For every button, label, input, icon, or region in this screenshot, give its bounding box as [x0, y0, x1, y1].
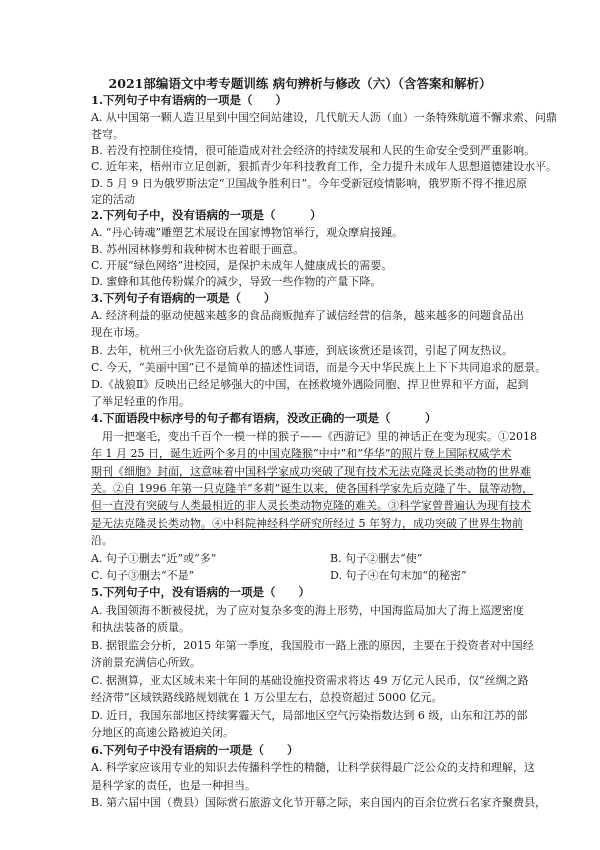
- question-3-option-a: A. 经济利益的驱动使越来越多的食品商贩抛弃了诚信经营的信条，越来越多的问题食品出: [91, 309, 524, 322]
- question-3-option-a-cont: 现在市场。: [91, 326, 146, 339]
- question-4-passage-line: 关。②自 1996 年第一只克隆羊“多莉”诞生以来，使各国科学家先后克隆了牛、鼠等动物，: [91, 482, 534, 495]
- question-5-option-c: C. 据测算，亚太区域未来十年间的基础设施投资需求将达 49 万亿元人民币，仅“丝绸之路: [91, 674, 529, 687]
- question-3-option-c: C. 今天，“美丽中国”已不是简单的描述性词语，而是今天中华民族上上下下共同追求的愿景。: [91, 361, 547, 374]
- question-1-option-b: B. 若没有控制住疫情，很可能造成对社会经济的持续发展和人民的生命安全受到严重影响。: [91, 144, 536, 157]
- question-5-option-b: B. 据银监会分析，2015 年第一季度，我国股市一路上涨的原因，主要在于投资者对中国经: [91, 639, 534, 652]
- question-1-option-d: D. 5 月 9 日为俄罗斯法定“卫国战争胜利日”。今年受新冠疫情影响，俄罗斯不得不推迟原: [91, 177, 528, 190]
- question-3-stem: 3.下列句子有语病的一项是（ ）: [91, 291, 276, 305]
- question-2-option-c: C. 开展“绿色网络”进校园，是保护未成年人健康成长的需要。: [91, 259, 393, 272]
- page-title: 2021部编语文中考专题训练 病句辨析与修改（六）（含答案和解析）: [108, 76, 492, 91]
- question-3-option-d-cont: 了举足轻重的作用。: [91, 395, 190, 408]
- question-6-option-a-cont: 是科学家的责任，也是一种担当。: [91, 779, 256, 792]
- question-1-option-d-cont: 定的活动: [91, 193, 135, 206]
- question-2-option-b: B. 苏州园林修剪和栽种树木也着眼于画意。: [91, 243, 305, 256]
- question-5-option-c-cont: 经济带”区域铁路线路规划就在 1 万公里左右，总投资超过 5000 亿元。: [91, 691, 443, 704]
- question-4-option-b: B. 句子②删去“使”: [330, 552, 423, 565]
- question-4-passage-line: 沿。: [91, 534, 113, 547]
- question-1-option-a: A. 从中国第一颗人造卫星到中国空间站建设，几代航天人沥（血）一条特殊航道不懈求索、问鼎: [91, 111, 557, 124]
- question-5-option-a-cont: 和执法装备的质量。: [91, 621, 190, 634]
- question-2-option-a: A. “丹心铸魂”雕塑艺术展设在国家博物馆举行，观众摩肩接踵。: [91, 226, 404, 239]
- question-4-passage-line: 用一把毫毛，变出千百个一模一样的猴子——《西游记》里的神话正在变为现实。①2018: [102, 430, 537, 443]
- question-3-option-d: D.《战狼Ⅱ》反映出已经足够强大的中国，在拯救境外遇险同胞、捍卫世界和平方面，起到: [91, 378, 529, 391]
- question-5-option-b-cont: 济前景充满信心所致。: [91, 656, 201, 669]
- question-1-option-c: C. 近年来，梧州市立足创新，狠抓青少年科技教育工作，全力提升未成年人思想道德建设水平。: [91, 160, 558, 173]
- question-5-option-d: D. 近日，我国东部地区持续雾霾天气，局部地区空气污染指数达到 6 级，山东和江苏的部: [91, 709, 528, 722]
- question-6-option-b: B. 第六届中国（费县）国际赏石旅游文化节开幕之际，来自国内的百余位赏石名家齐聚费县，: [91, 796, 547, 809]
- question-1-stem: 1.下列句子中有语病的一项是（ ）: [91, 93, 288, 107]
- question-5-stem: 5.下列句子中，没有语病的一项是（ ）: [91, 585, 311, 599]
- question-4-passage-line: 期刊《细胞》封面，这意味着中国科学家成功突破了现有技术无法克隆灵长类动物的世界难: [91, 465, 531, 478]
- question-6-option-a: A. 科学家应该用专业的知识去传播科学性的精髓，让科学获得最广泛公众的支持和理解，这: [91, 761, 535, 774]
- question-5-option-d-cont: 分地区的高速公路被迫关闭。: [91, 726, 234, 739]
- question-5-option-a: A. 我国领海不断被侵扰，为了应对复杂多变的海上形势，中国海监局加大了海上巡逻密度: [91, 604, 524, 617]
- question-2-option-d: D. 蜜蜂和其他传粉媒介的减少，导致一些作物的产量下降。: [91, 275, 382, 288]
- question-4-passage-line: 但一直没有突破与人类最相近的非人灵长类动物克隆的难关。③科学家曾普遍认为现有技术: [91, 499, 531, 512]
- question-4-passage-line: 年 1 月 25 日，诞生近两个多月的中国克隆猴“中中”和“华华”的照片登上国际权威学术: [91, 447, 512, 460]
- question-4-option-d: D. 句子④在句末加“的秘密”: [330, 569, 467, 582]
- question-4-stem: 4.下面语段中标序号的句子都有语病，没改正确的一项是（ ）: [91, 411, 437, 425]
- question-2-stem: 2.下列句子中，没有语病的一项是（ ）: [91, 208, 322, 222]
- question-4-option-c: C. 句子③删去“不是”: [91, 569, 195, 582]
- question-6-stem: 6.下列句子中没有语病的一项是（ ）: [91, 743, 299, 757]
- question-4-passage-line: 是无法克隆灵长类动物。④中科院神经科学研究所经过 5 年努力，成功突破了世界生物前: [91, 517, 523, 530]
- question-3-option-b: B. 去年，杭州三小伙先盗窃后救人的感人事迹，到底该赏还是该罚，引起了网友热议。: [91, 344, 514, 357]
- question-1-option-a-cont: 苍穹。: [91, 128, 124, 141]
- question-4-option-a: A. 句子①删去“近”或“多”: [91, 552, 217, 565]
